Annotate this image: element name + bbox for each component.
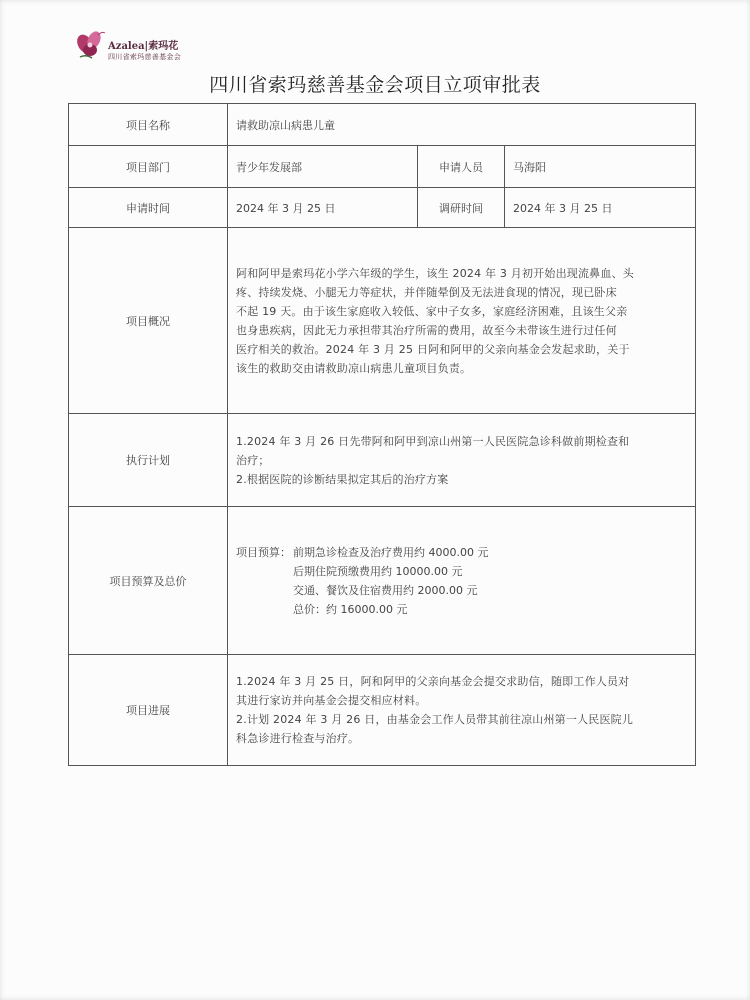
- applicant-label: 申请人员: [418, 146, 505, 188]
- progress-text: [228, 655, 696, 766]
- document-title: 四川省索玛慈善基金会项目立项审批表: [209, 74, 541, 96]
- row-plan: [69, 414, 696, 507]
- plan-line: 1.2024 年 3 月 26 日先带阿和阿甲到凉山州第一人民医院急诊科做前期检查和: [236, 434, 630, 448]
- row-overview: [69, 228, 696, 414]
- progress-line: 1.2024 年 3 月 25 日，阿和阿甲的父亲向基金会提交求助信，随即工作人员对: [236, 675, 630, 688]
- budget-label: 项目预算及总价: [69, 507, 228, 655]
- overview-line: 疼、持续发烧、小腿无力等症状，并伴随晕倒及无法进食现的情况，现已卧床: [236, 285, 617, 299]
- budget-text: [228, 507, 696, 655]
- apply-date-value: 2024 年 3 月 25 日: [228, 188, 418, 228]
- overview-line: 医疗相关的救治。2024 年 3 月 25 日阿和阿甲的父亲向基金会发起求助，关于: [236, 342, 630, 356]
- overview-label: 项目概况: [69, 228, 228, 414]
- research-date-label: 调研时间: [418, 188, 505, 228]
- row-dates: [69, 188, 696, 228]
- department-label: 项目部门: [69, 146, 228, 188]
- research-date-value: 2024 年 3 月 25 日: [505, 188, 696, 228]
- row-department: [69, 146, 696, 188]
- plan-text: [228, 414, 696, 507]
- applicant-value: 马海阳: [505, 146, 696, 188]
- progress-line: 2.计划 2024 年 3 月 26 日，由基金会工作人员带其前往凉山州第一人民医院儿: [236, 713, 634, 726]
- azalea-flower-icon: [72, 27, 112, 65]
- approval-form-table: [68, 103, 696, 766]
- budget-item: 交通、餐饮及住宿费用约 2000.00 元: [293, 583, 478, 597]
- row-project-name: [69, 104, 696, 146]
- apply-date-label: 申请时间: [69, 188, 228, 228]
- budget-total: 总价：约 16000.00 元: [293, 602, 408, 616]
- plan-line: 治疗；: [236, 453, 270, 467]
- project-name-label: 项目名称: [69, 104, 228, 146]
- overview-line: 阿和阿甲是索玛花小学六年级的学生，该生 2024 年 3 月初开始出现流鼻血、头: [236, 266, 634, 280]
- row-budget: [69, 507, 696, 655]
- progress-line: 其进行家访并向基金会提交相应材料。: [236, 694, 427, 707]
- row-progress: [69, 655, 696, 766]
- overview-line: 该生的救助交由请救助凉山病患儿童项目负责。: [236, 361, 472, 375]
- overview-line: 也身患疾病，因此无力承担带其治疗所需的费用，故至今未带该生进行过任何: [236, 323, 617, 337]
- overview-line: 不起 19 天。由于该生家庭收入较低、家中子女多，家庭经济困难，且该生父亲: [236, 304, 628, 318]
- progress-line: 科急诊进行检查与治疗。: [236, 732, 360, 745]
- logo-brand-text: Azalea|索玛花: [108, 41, 179, 52]
- progress-label: 项目进展: [69, 655, 228, 766]
- budget-item: 前期急诊检查及治疗费用约 4000.00 元: [293, 545, 489, 559]
- overview-text: [228, 228, 696, 414]
- budget-item: 后期住院预缴费用约 10000.00 元: [293, 564, 463, 578]
- plan-line: 2.根据医院的诊断结果拟定其后的治疗方案: [236, 472, 449, 486]
- plan-label: 执行计划: [69, 414, 228, 507]
- budget-heading: 项目预算：: [236, 545, 291, 559]
- department-value: 青少年发展部: [228, 146, 418, 188]
- logo-subtitle: 四川省索玛慈善基金会: [108, 53, 181, 61]
- logo: [72, 27, 202, 67]
- project-name-value: 请救助凉山病患儿童: [228, 104, 696, 146]
